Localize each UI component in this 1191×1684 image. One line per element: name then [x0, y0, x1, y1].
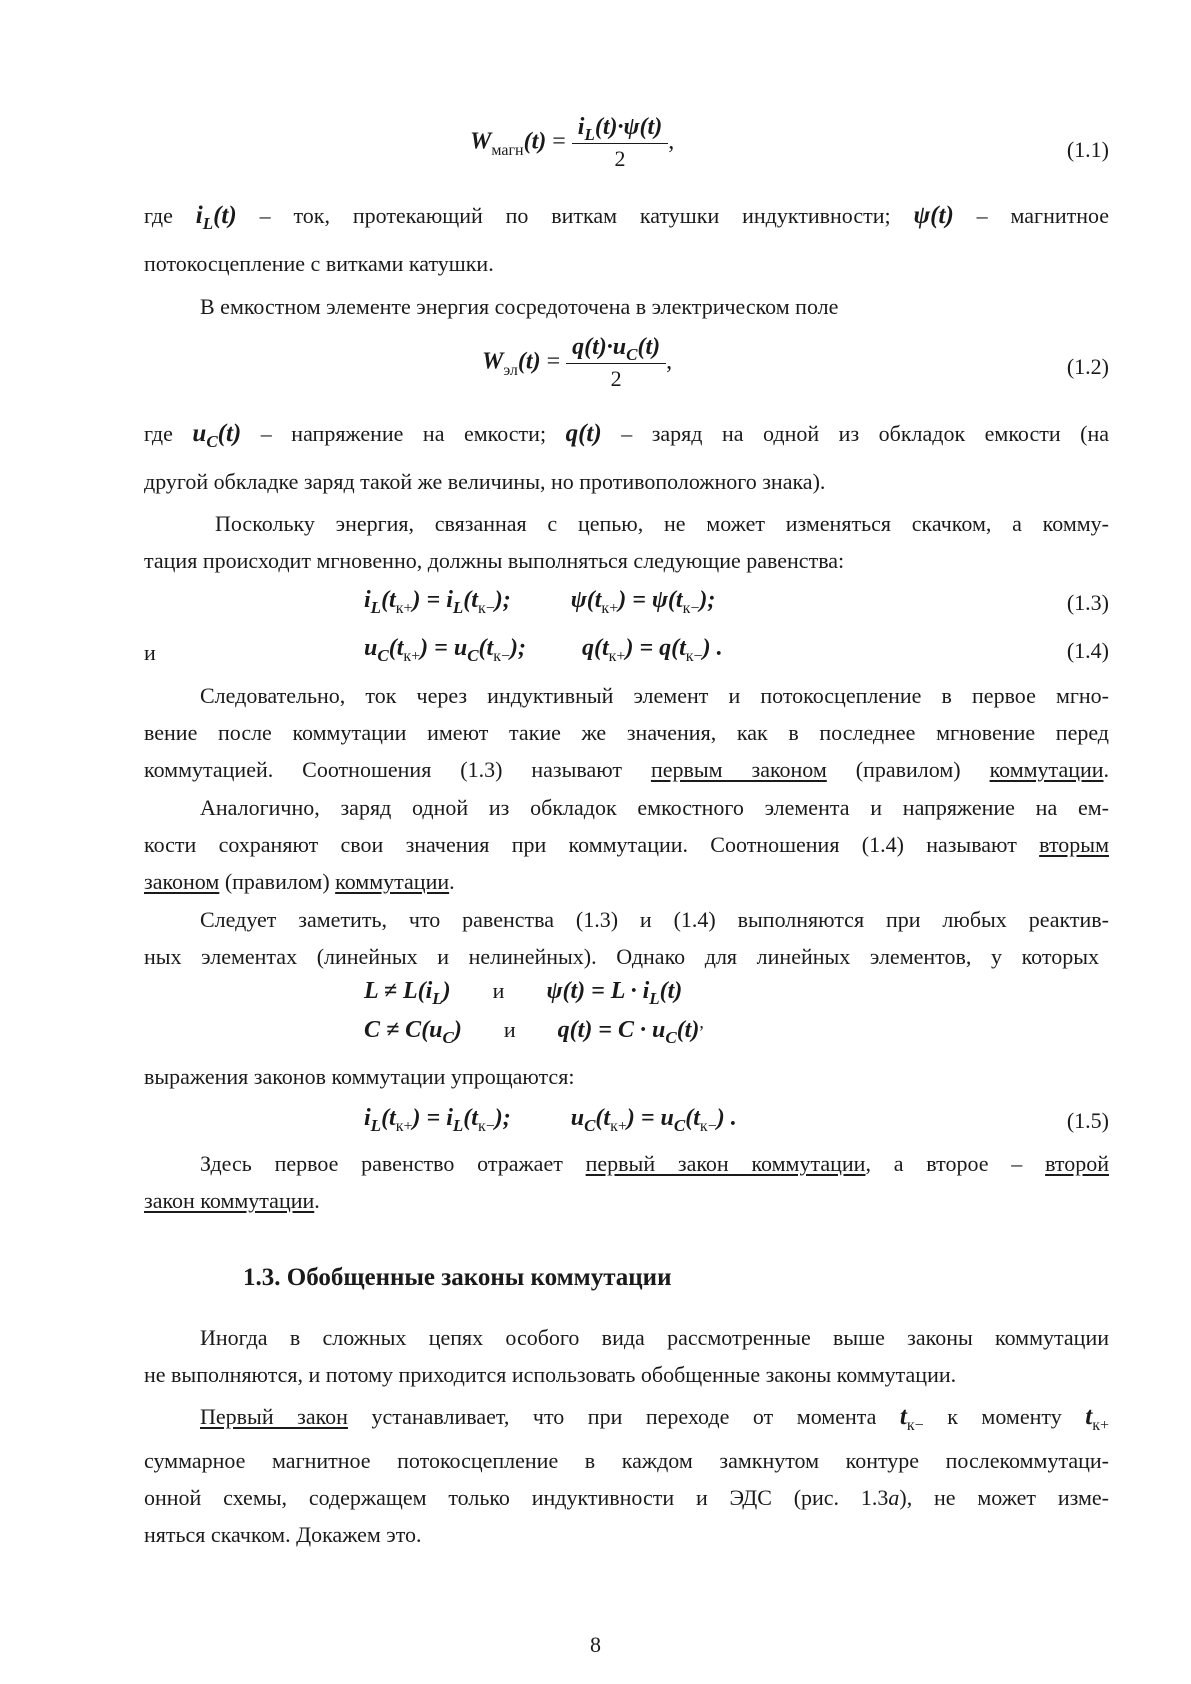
- para7-line2: ных элементах (линейных и нелинейных). Однако для линейных элементов, у которых: [144, 944, 1099, 969]
- eq3-number: (1.3): [1066, 590, 1109, 615]
- eq1-fraction: $\frac{i_L(t)\cdot\psi(t)}{2}$: [572, 114, 668, 172]
- para7-line1: Следует заметить, что равенства (1.3) и (1.4) выполняются при любых реактив-: [200, 907, 1109, 932]
- condition-1: $L \ne L(i_L)$ и $\psi(t) = L \cdot i_L(t)$: [364, 978, 683, 1008]
- para9-line1: Здесь первое равенство отражает первый закон коммутации, а второе – второй: [200, 1151, 1110, 1176]
- para5-line1: Следовательно, ток через индуктивный элемент и потокосцепление в первое мгно-: [200, 683, 1109, 708]
- para6-line2: кости сохраняют свои значения при коммутации. Соотношения (1.4) называют вторым: [144, 832, 1109, 857]
- para5-line3: коммутацией. Соотношения (1.3) называют первым законом (правилом) коммутации.: [144, 757, 1110, 782]
- equation-1-4: $u_C(t_{к+}) = u_C(t_{к-})$; $q(t_{к+}) = q(t_{к-})$ .: [364, 635, 723, 665]
- para6-line1: Аналогично, заряд одной из обкладок емкостного элемента и напряжение на ем-: [200, 795, 1109, 820]
- para8: выражения законов коммутации упрощаются:: [144, 1064, 575, 1089]
- equation-1-3: $i_L(t_{к+}) = i_L(t_{к-})$; $\psi(t_{к+}) = \psi(t_{к-})$;: [364, 587, 716, 617]
- section-heading: 1.3. Обобщенные законы коммутации: [243, 1264, 672, 1291]
- para3-line2: другой обкладке заряд такой же величины, но противоположного знака).: [144, 469, 826, 494]
- page-number: 8: [590, 1632, 601, 1657]
- equation-1-2: $W_{эл}(t)$ = $\frac{q(t)\cdot u_C(t)}{2}$ ,: [482, 334, 673, 391]
- para3-line1: где $u_C(t)$ – напряжение на емкости; q(t) – заряд на одной из обкладок емкости (на: [144, 420, 1109, 451]
- para1-line1: где $i_L(t)$ – ток, протекающий по виткам катушки индуктивности; ψ(t) – магнитное: [144, 202, 1110, 233]
- para4-line2: тация происходит мгновенно, должны выполняться следующие равенства:: [144, 548, 845, 573]
- equation-1-1: $W_{магн}(t)$ = $\frac{i_L(t)\cdot\psi(t)}{2}$ ,: [470, 114, 675, 171]
- para11-line4: няться скачком. Докажем это.: [144, 1522, 422, 1547]
- para11-line3: онной схемы, содержащем только индуктивности и ЭДС (рис. 1.3а), не может изме-: [144, 1485, 1109, 1510]
- equation-1-5: $i_L(t_{к+}) = i_L(t_{к-})$; $u_C(t_{к+}) = u_C(t_{к-})$ .: [364, 1105, 737, 1135]
- eq2-number: (1.2): [1066, 354, 1109, 379]
- para1-line2: потокосцепление с витками катушки.: [144, 251, 494, 276]
- eq5-number: (1.5): [1066, 1108, 1109, 1133]
- eq1-number: (1.1): [1066, 137, 1109, 162]
- para9-line2: закон коммутации.: [144, 1188, 320, 1213]
- condition-2: $C \ne C(u_C)$ и $q(t) = C \cdot u_C(t)^,$: [364, 1012, 704, 1047]
- eq4-number: (1.4): [1066, 638, 1109, 663]
- para6-line3: законом (правилом) коммутации.: [144, 869, 455, 894]
- para10-line1: Иногда в сложных цепях особого вида рассмотренные выше законы коммутации: [200, 1325, 1109, 1350]
- para11-line1: Первый закон устанавливает, что при переходе от момента $t_{к-}$ к моменту $t_{к+}$: [200, 1403, 1109, 1434]
- link-first-law: первым законом: [650, 757, 827, 782]
- para4-line1: Поскольку энергия, связанная с цепью, не может изменяться скачком, а комму-: [215, 511, 1109, 536]
- eq1-lhs: W: [470, 128, 492, 155]
- para5-line2: вение после коммутации имеют такие же значения, как в последнее мгновение перед: [144, 720, 1109, 745]
- eq2-fraction: $\frac{q(t)\cdot u_C(t)}{2}$: [566, 334, 666, 392]
- para2: В емкостном элементе энергия сосредоточена в электрическом поле: [200, 294, 839, 319]
- para10-line2: не выполняются, и потому приходится использовать обобщенные законы коммутации.: [144, 1362, 957, 1387]
- para11-line2: суммарное магнитное потокосцепление в каждом замкнутом контуре послекоммутаци-: [144, 1448, 1109, 1473]
- eq4-prefix: и: [144, 640, 156, 665]
